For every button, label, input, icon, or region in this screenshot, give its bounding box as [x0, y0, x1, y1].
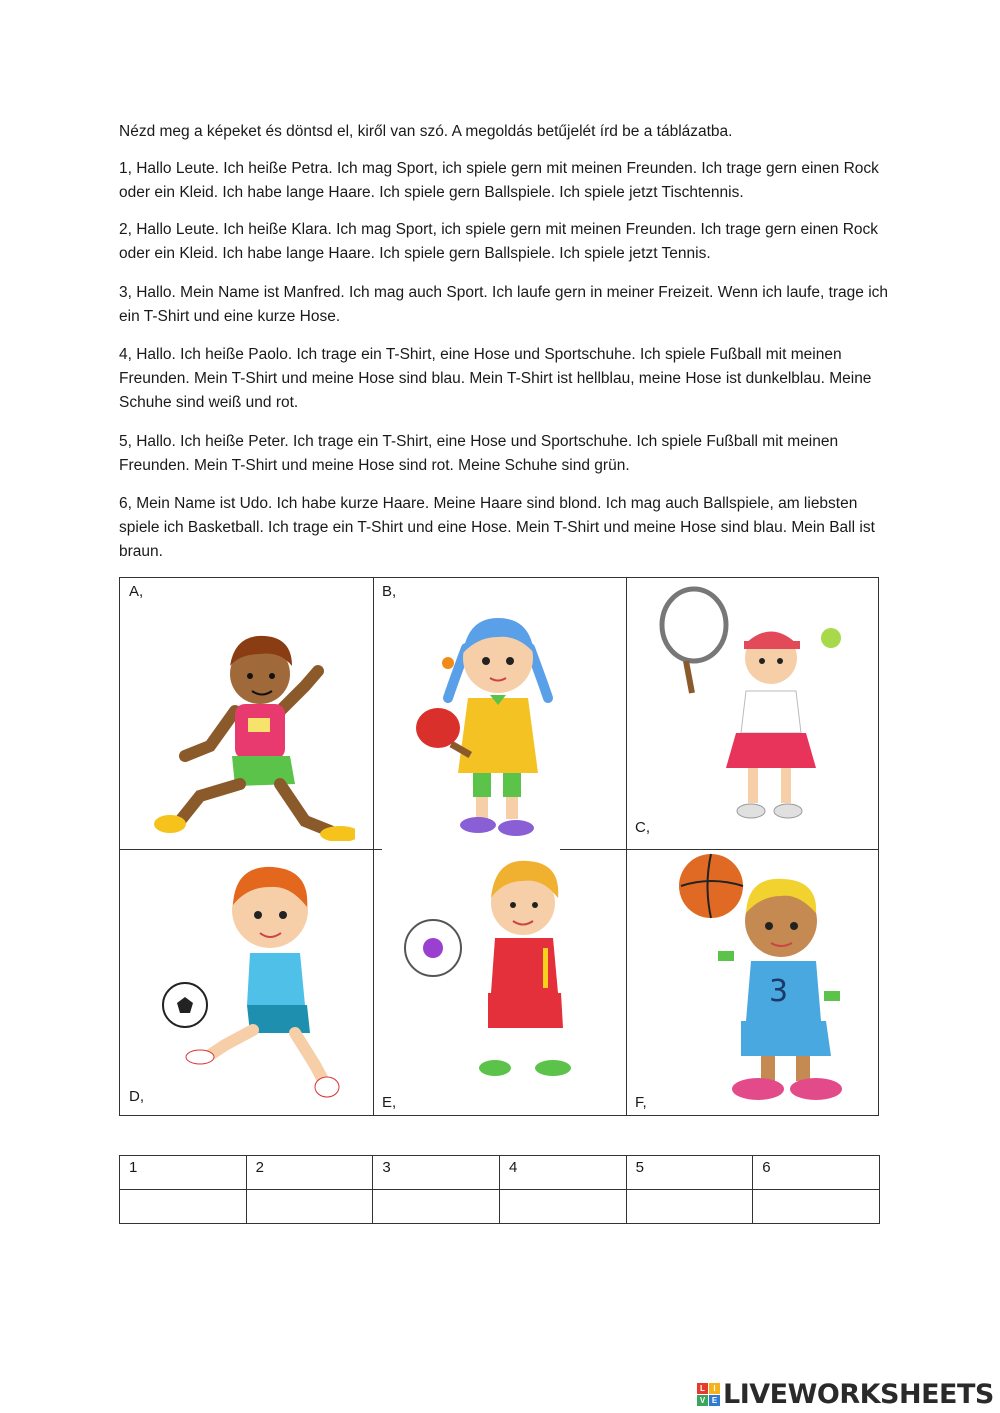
answer-cell-1[interactable]: [120, 1190, 247, 1224]
answer-header-5: 5: [626, 1156, 753, 1190]
football-boy-red-illustration: [403, 853, 613, 1093]
logo-mark-icon: [697, 1383, 720, 1406]
answer-cell-2[interactable]: [246, 1190, 373, 1224]
running-boy-illustration: [140, 616, 355, 841]
liveworksheets-logo: [697, 1377, 994, 1411]
logo-mark-letter: V: [697, 1395, 708, 1406]
picture-label-b: B,: [382, 583, 397, 600]
text-paragraph-1: 1, Hallo Leute. Ich heiße Petra. Ich mag Sport, ich spiele gern mit meinen Freunden. Ich trage gern einen Rock oder ein Kleid. Ich habe lange Haare. Ich spiele gern Ballspiele. Ich spiele jetzt Tischtennis.: [119, 160, 879, 201]
answer-header-4: 4: [499, 1156, 626, 1190]
logo-mark-letter: L: [697, 1383, 708, 1394]
answer-cell-5[interactable]: [626, 1190, 753, 1224]
text-paragraph-2: 2, Hallo Leute. Ich heiße Klara. Ich mag Sport, ich spiele gern mit meinen Freunden. Ich trage gern einen Rock oder ein Kleid. Ich habe lange Haare. Ich spiele gern Ballspiele. Ich spiele jetzt Tennis.: [119, 221, 879, 262]
picture-label-a: A,: [129, 583, 144, 600]
logo-mark-letter: I: [709, 1383, 720, 1394]
picture-cell-a: [120, 578, 373, 849]
picture-label-d: D,: [129, 1088, 144, 1105]
picture-label-c: C,: [635, 819, 650, 836]
answer-table-input-row: [120, 1190, 880, 1224]
text-paragraph-3: 3, Hallo. Mein Name ist Manfred. Ich mag auch Sport. Ich laufe gern in meiner Freizeit. Wenn ich laufe, trage ich ein T-Shirt und eine kurze Hose.: [119, 284, 889, 325]
text-paragraph-6: 6, Mein Name ist Udo. Ich habe kurze Haare. Meine Haare sind blond. Ich mag auch Ballspiele, am liebsten spiele ich Basketball. Ich trage ein T-Shirt und eine Hose. Mein T-Shirt und meine Hose sind blau. Mein Ball ist braun.: [119, 495, 875, 560]
logo-mark-letter: E: [709, 1395, 720, 1406]
answer-header-6: 6: [753, 1156, 880, 1190]
picture-label-f: F,: [635, 1094, 647, 1111]
instruction-text: Nézd meg a képeket és döntsd el, kiről van szó. A megoldás betűjelét írd be a táblázatba.: [119, 123, 733, 140]
answer-header-1: 1: [120, 1156, 247, 1190]
picture-grid: [119, 577, 879, 1116]
text-paragraph-4: 4, Hallo. Ich heiße Paolo. Ich trage ein T-Shirt, eine Hose und Sportschuhe. Ich spiele Fußball mit meinen Freunden. Mein T-Shirt und meine Hose sind blau. Mein T-Shirt ist hellblau, meine Hose ist dunkelblau. Meine Schuhe sind weiß und rot.: [119, 346, 872, 411]
picture-cell-f: [626, 849, 879, 1115]
logo-text: LIVEWORKSHEETS: [723, 1378, 994, 1410]
answer-header-3: 3: [373, 1156, 500, 1190]
answer-table: [119, 1155, 880, 1224]
svg-text:3: 3: [769, 974, 789, 1009]
table-tennis-girl-illustration: [398, 603, 603, 848]
picture-cell-d: [120, 849, 373, 1115]
text-paragraph-5: 5, Hallo. Ich heiße Peter. Ich trage ein T-Shirt, eine Hose und Sportschuhe. Ich spiele Fußball mit meinen Freunden. Mein T-Shirt und meine Hose sind rot. Meine Schuhe sind grün.: [119, 433, 839, 474]
answer-cell-3[interactable]: [373, 1190, 500, 1224]
answer-table-header-row: [120, 1156, 880, 1190]
answer-cell-4[interactable]: [499, 1190, 626, 1224]
basketball-boy-illustration: [666, 851, 866, 1109]
answer-cell-6[interactable]: [753, 1190, 880, 1224]
picture-cell-b: [373, 578, 626, 849]
picture-label-e: E,: [382, 1094, 397, 1111]
answer-header-2: 2: [246, 1156, 373, 1190]
picture-cell-e: [373, 849, 626, 1115]
picture-cell-c: [626, 578, 879, 849]
tennis-girl-illustration: [656, 583, 871, 828]
football-boy-blue-illustration: [155, 855, 365, 1105]
